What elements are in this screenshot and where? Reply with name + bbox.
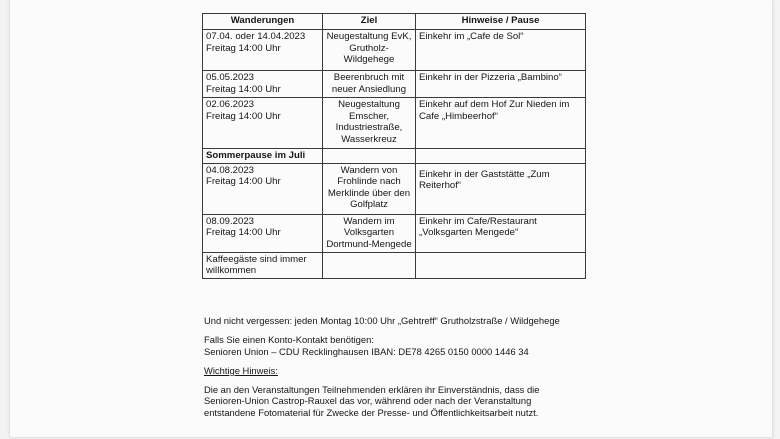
cell-empty xyxy=(323,252,416,278)
cell-date xyxy=(203,98,323,149)
cell-date xyxy=(203,163,323,214)
table-row xyxy=(203,30,586,71)
info-section xyxy=(204,315,604,418)
document-page xyxy=(9,0,773,438)
time-text: Freitag 14:00 Uhr xyxy=(206,42,281,54)
cell-hinweis xyxy=(416,163,586,214)
table-row xyxy=(203,98,586,149)
wichtig-text-line-1: Die an den Veranstaltungen Teilnehmenden erklären ihr Einverständnis, dass die xyxy=(204,384,540,396)
cell-ziel: Neugestaltung Emscher, Industriestraße, Wasserkreuz xyxy=(323,98,416,149)
date-text: 02.06.2023 xyxy=(206,99,255,110)
time-text: Freitag 14:00 Uhr xyxy=(206,176,281,188)
cell-hinweis: Einkehr im „Cafe de Sol“ xyxy=(416,30,586,71)
cell-ziel: Wandern von Frohlinde nach Merklinde über den Golfplatz xyxy=(323,163,416,214)
cell-ziel: Beerenbruch mit neuer Ansiedlung xyxy=(323,71,416,98)
cell-empty xyxy=(323,149,416,164)
table-row xyxy=(203,163,586,214)
date-text: 07.04. oder 14.04.2023 xyxy=(206,31,306,42)
time-text: Freitag 14:00 Uhr xyxy=(206,110,281,122)
date-text: 05.05.2023 xyxy=(206,72,255,83)
cell-hinweis: Einkehr im Cafe/Restaurant „Volksgarten Mengede“ xyxy=(416,214,586,252)
table-header-row xyxy=(203,14,586,30)
cell-date xyxy=(203,30,323,71)
date-text: 04.08.2023 xyxy=(206,164,255,176)
time-text: Freitag 14:00 Uhr xyxy=(206,227,281,239)
kaffeegaeste-label: Kaffeegäste sind immer willkommen xyxy=(203,252,323,278)
wichtig-text-line-2: Senioren-Union Castrop-Rauxel das vor, während oder nach der Veranstaltung xyxy=(204,395,532,407)
header-hinweise: Hinweise / Pause xyxy=(416,14,586,30)
cell-date xyxy=(203,71,323,98)
wichtig-heading: Wichtige Hinweis: xyxy=(204,364,278,376)
sommerpause-label: Sommerpause im Juli xyxy=(203,149,323,164)
gehtreff-reminder: Und nicht vergessen: jeden Montag 10:00 Uhr „Gehtreff“ Grutholzstraße / Wildgehege xyxy=(204,315,560,326)
cell-date xyxy=(203,214,323,252)
cell-ziel: Wandern im Volksgarten Dortmund-Mengede xyxy=(323,214,416,252)
sommerpause-row xyxy=(203,149,586,164)
header-wanderungen: Wanderungen xyxy=(203,14,323,30)
wichtig-text-line-3: entstandene Fotomaterial für Zwecke der Presse- und Öffentlichkeitsarbeit nutzt. xyxy=(204,406,539,418)
cell-hinweis: Einkehr in der Pizzeria „Bambino“ xyxy=(416,71,586,98)
table-row xyxy=(203,71,586,98)
cell-empty xyxy=(416,149,586,164)
konto-line-2: Senioren Union – CDU Recklinghausen IBAN: DE78 4265 0150 0000 1446 34 xyxy=(204,345,529,357)
kaffeegaeste-row xyxy=(203,252,586,278)
header-ziel: Ziel xyxy=(323,14,416,30)
cell-ziel: Neugestaltung EvK, Grutholz-Wildgehege xyxy=(323,30,416,71)
cell-empty xyxy=(416,252,586,278)
time-text: Freitag 14:00 Uhr xyxy=(206,83,281,95)
konto-line-1: Falls Sie einen Konto-Kontakt benötigen: xyxy=(204,334,374,346)
table-row xyxy=(203,214,586,252)
hinweis-text: Einkehr in der Gaststätte „Zum Reiterhof“ xyxy=(419,168,550,192)
cell-hinweis: Einkehr auf dem Hof Zur Nieden im Cafe „Himbeerhof“ xyxy=(416,98,586,149)
date-text: 08.09.2023 xyxy=(206,215,255,227)
hiking-schedule-table xyxy=(202,13,586,279)
